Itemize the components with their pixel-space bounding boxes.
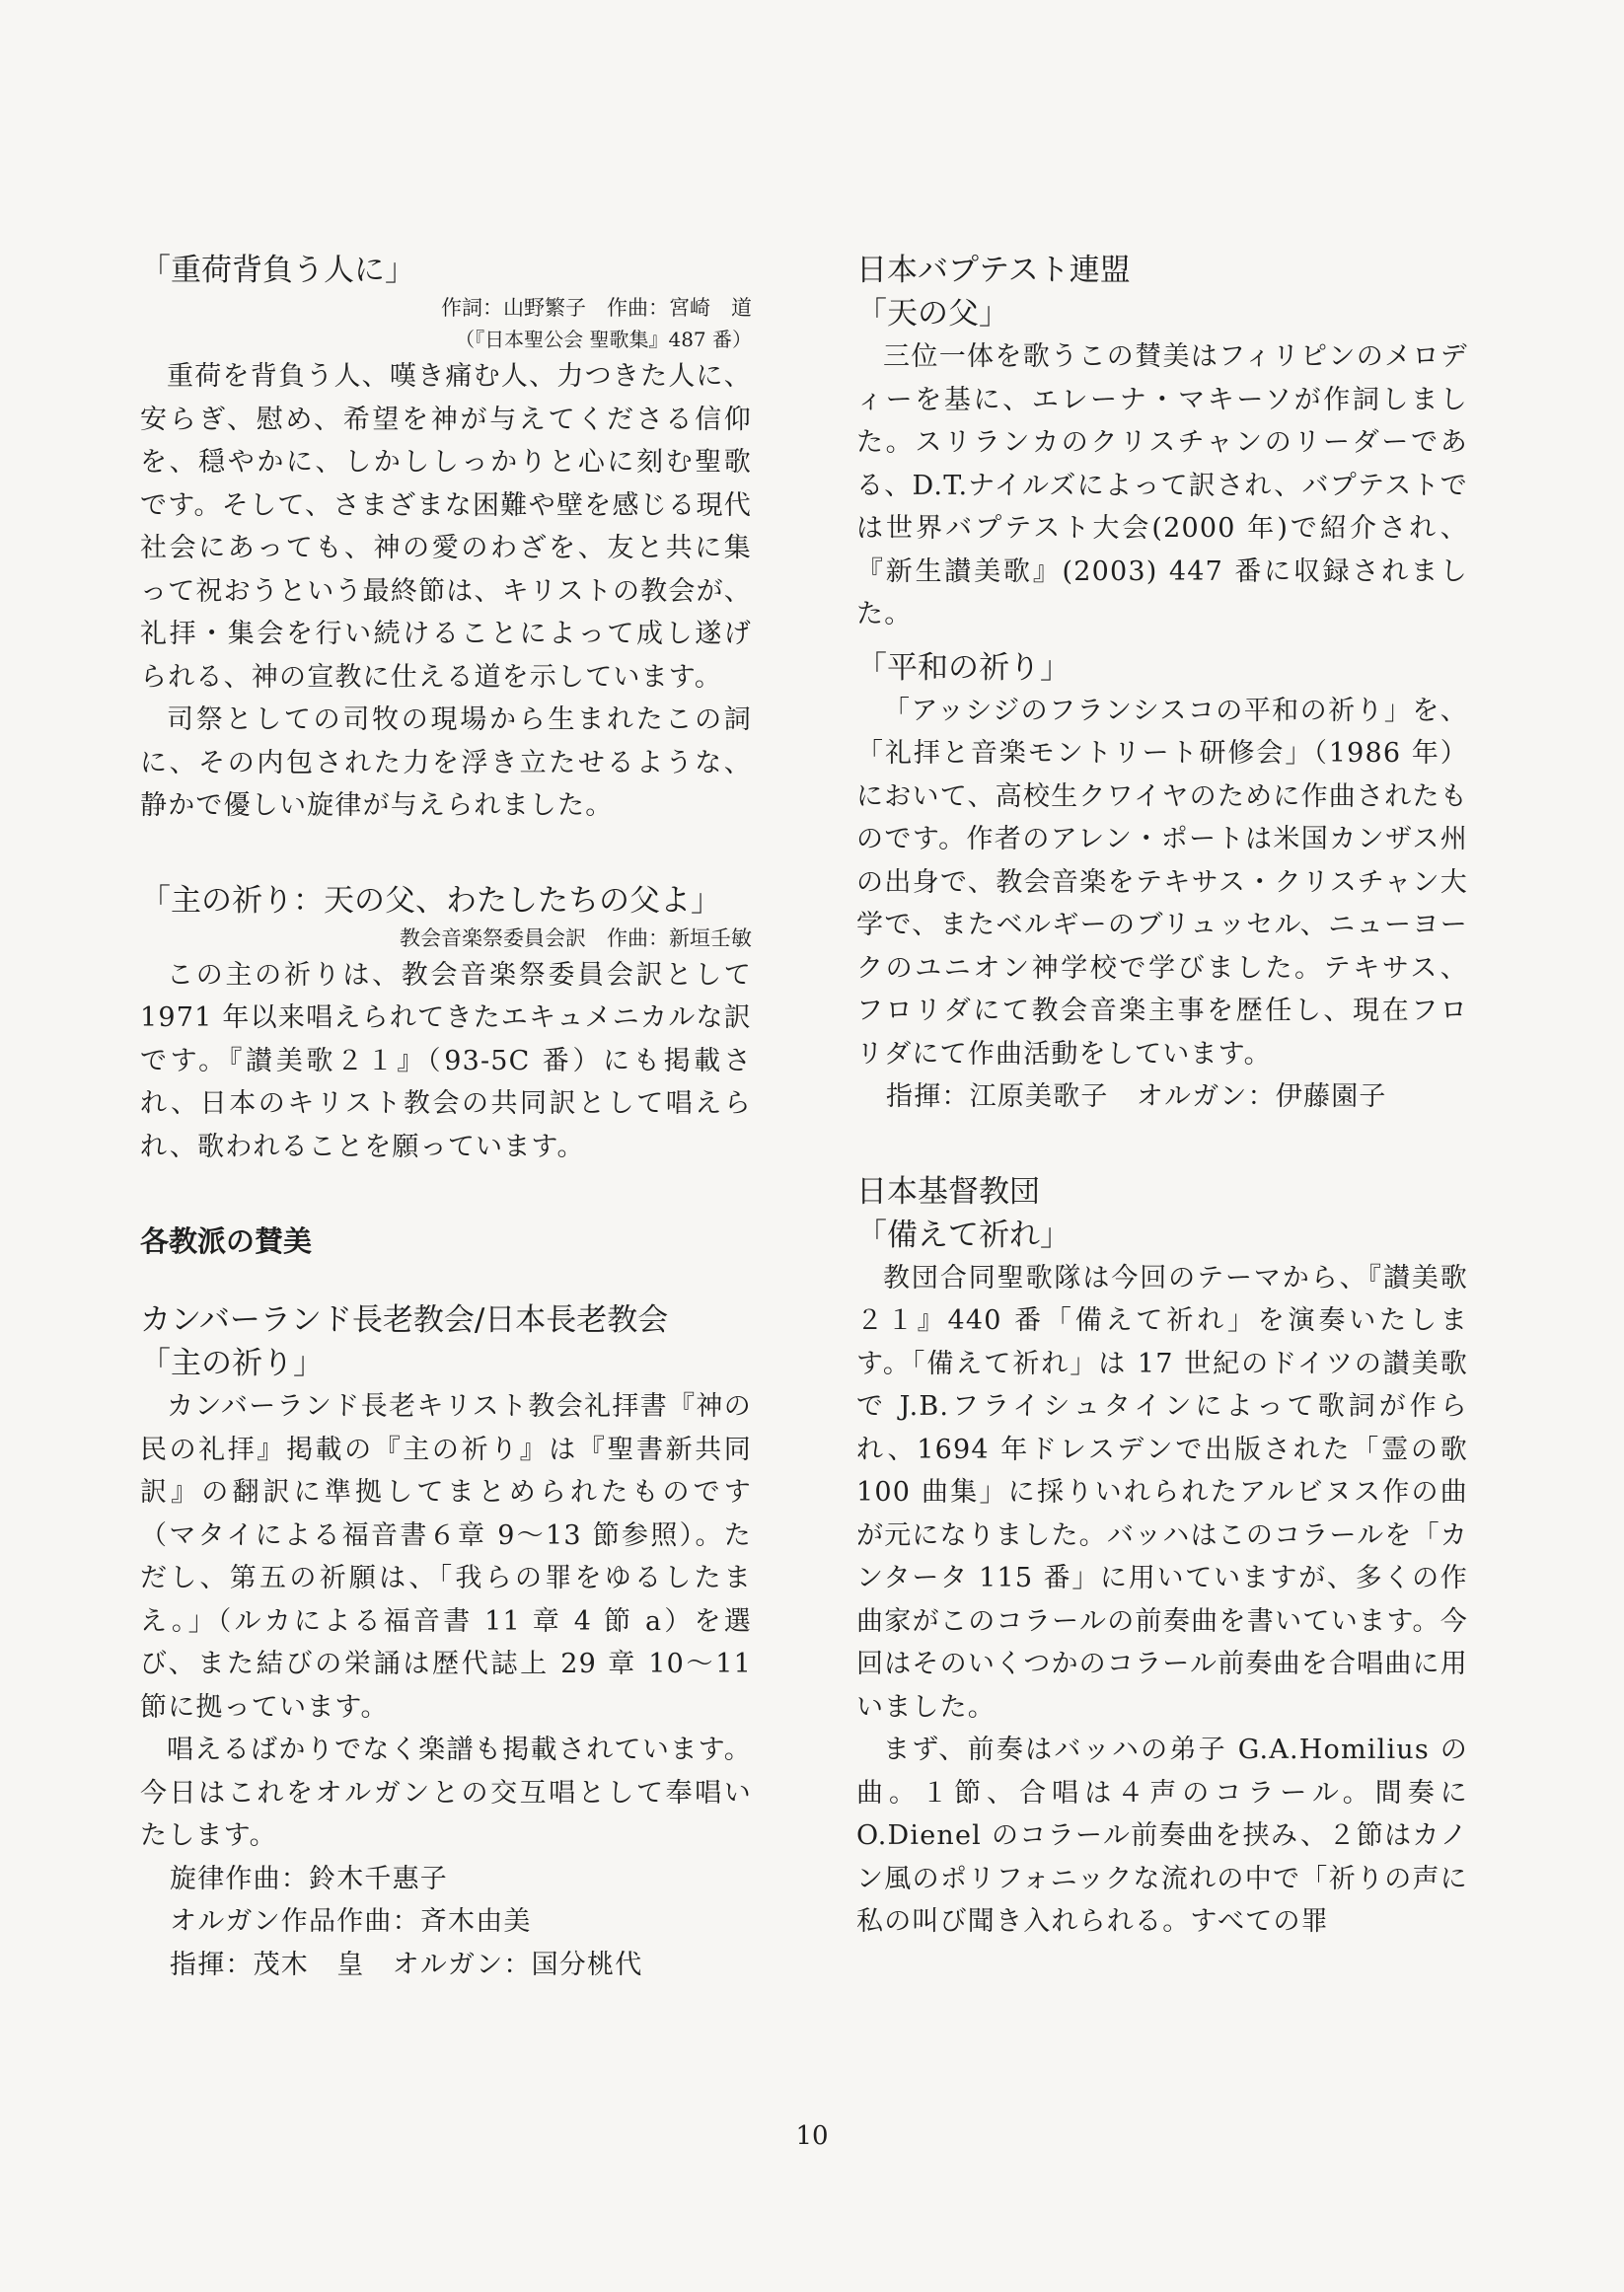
section-heading-denominations: 各教派の賛美 xyxy=(140,1224,313,1258)
right-column xyxy=(856,249,1468,1944)
denomination-name: 日本基督教団 xyxy=(856,1173,1040,1210)
piece-title: 「平和の祈り」 xyxy=(856,649,1070,686)
body-paragraph: 三位一体を歌うこの賛美はフィリピンのメロディーを基に、エレーナ・マキーソが作詞しました。スリランカのクリスチャンのリーダーである、D.T.ナイルズによって訳され、バプテストでは世界バプテスト大会(2000 年)で紹介され、『新生讃美歌』(2003) 447 番に収録されました。 xyxy=(856,341,1468,629)
section-title-omoni: 「重荷背負う人に」 xyxy=(140,253,415,288)
source-omoni: （『日本聖公会 聖歌集』487 番） xyxy=(455,328,752,351)
piece-title: 「主の祈り」 xyxy=(140,1346,324,1381)
body-paragraph: カンバーランド長老キリスト教会礼拝書『神の民の礼拝』掲載の『主の祈り』は『聖書新共同訳』の翻訳に準拠してまとめられたものです（マタイによる福音書６章 9～13 節参照）。ただし、第五の祈願は、「我らの罪をゆるしたまえ。」（ルカによる福音書 11 章 4 節 a）を選び、また結びの栄誦は歴代誌上 29 章 10～11 節に拠っています。 xyxy=(140,1391,752,1723)
section-title-shu-no-inori: 「主の祈り：天の父、わたしたちの父よ」 xyxy=(140,882,721,919)
credit-line: 指揮：茂木 皇 オルガン：国分桃代 xyxy=(170,1949,643,1980)
piece-title: 「備えて祈れ」 xyxy=(856,1217,1070,1253)
body-paragraph: 教団合同聖歌隊は今回のテーマから、『讃美歌２１』440 番「備えて祈れ」を演奏いたします。「備えて祈れ」は 17 世紀のドイツの讃美歌で J.B.フライシュタインによって歌詞が作られ、1694 年ドレスデンで出版された「霊の歌 100 曲集」に採りいれられたアルビヌス作の曲が元になりました。バッハはこのコラールを「カンタータ 115 番」に用いていますが、多くの作曲家がこのコラールの前奏曲を書いています。今回はそのいくつかのコラール前奏曲を合唱曲に用いました。 xyxy=(856,1262,1468,1723)
body-paragraph: まず、前奏はバッハの弟子 G.A.Homilius の曲。１節、合唱は４声のコラール。間奏に O.Dienel のコラール前奏曲を挟み、２節はカノン風のポリフォニックな流れの中で「祈りの声に私の叫び聞き入れられる。すべての罪 xyxy=(856,1735,1468,1937)
left-column xyxy=(140,249,752,1986)
credit-line: 旋律作曲：鈴木千惠子 xyxy=(170,1863,448,1894)
denomination-name: カンバーランド長老教会/日本長老教会 xyxy=(140,1302,669,1338)
credit-line: オルガン作品作曲：斉木由美 xyxy=(170,1906,532,1937)
denomination-name: 日本バプテスト連盟 xyxy=(856,253,1131,288)
body-paragraph: この主の祈りは、教会音楽祭委員会訳として 1971 年以来唱えられてきたエキュメニカルな訳です。『讃美歌２１』（93-5C 番）にも掲載され、日本のキリスト教会の共同訳として唱えられ、歌われることを願っています。 xyxy=(140,959,752,1162)
credit-omoni: 作詞：山野繁子 作曲：宮崎 道 xyxy=(441,296,752,320)
page-number: 10 xyxy=(795,2121,829,2151)
body-paragraph: 「アッシジのフランシスコの平和の祈り」を、「礼拝と音楽モントリート研修会」（1986 年）において、高校生クワイヤのために作曲されたものです。作者のアレン・ポートは米国カンザス州の出身で、教会音楽をテキサス・クリスチャン大学で、またベルギーのブリュッセル、ニューヨークのユニオン神学校で学びました。テキサス、フロリダにて教会音楽主事を歴任し、現在フロリダにて作曲活動をしています。 xyxy=(856,695,1468,1070)
body-paragraph: 唱えるばかりでなく楽譜も掲載されています。今日はこれをオルガンとの交互唱として奉唱いたします。 xyxy=(140,1735,752,1851)
body-paragraph: 重荷を背負う人、嘆き痛む人、力つきた人に、安らぎ、慰め、希望を神が与えてくださる信仰を、穏やかに、しかししっかりと心に刻む聖歌です。そして、さまざまな困難や壁を感じる現代社会にあっても、神の愛のわざを、友と共に集って祝おうという最終節は、キリストの教会が、礼拝・集会を行い続けることによって成し遂げられる、神の宣教に仕える道を示しています。 xyxy=(140,361,752,693)
credit-shu-no-inori: 教会音楽祭委員会訳 作曲：新垣壬敏 xyxy=(400,925,752,950)
credit-line: 指揮：江原美歌子 オルガン：伊藤園子 xyxy=(886,1081,1387,1112)
piece-title: 「天の父」 xyxy=(856,296,1009,332)
body-paragraph: 司祭としての司牧の現場から生まれたこの詞に、その内包された力を浮き立たせるような、静かで優しい旋律が与えられました。 xyxy=(140,704,752,821)
